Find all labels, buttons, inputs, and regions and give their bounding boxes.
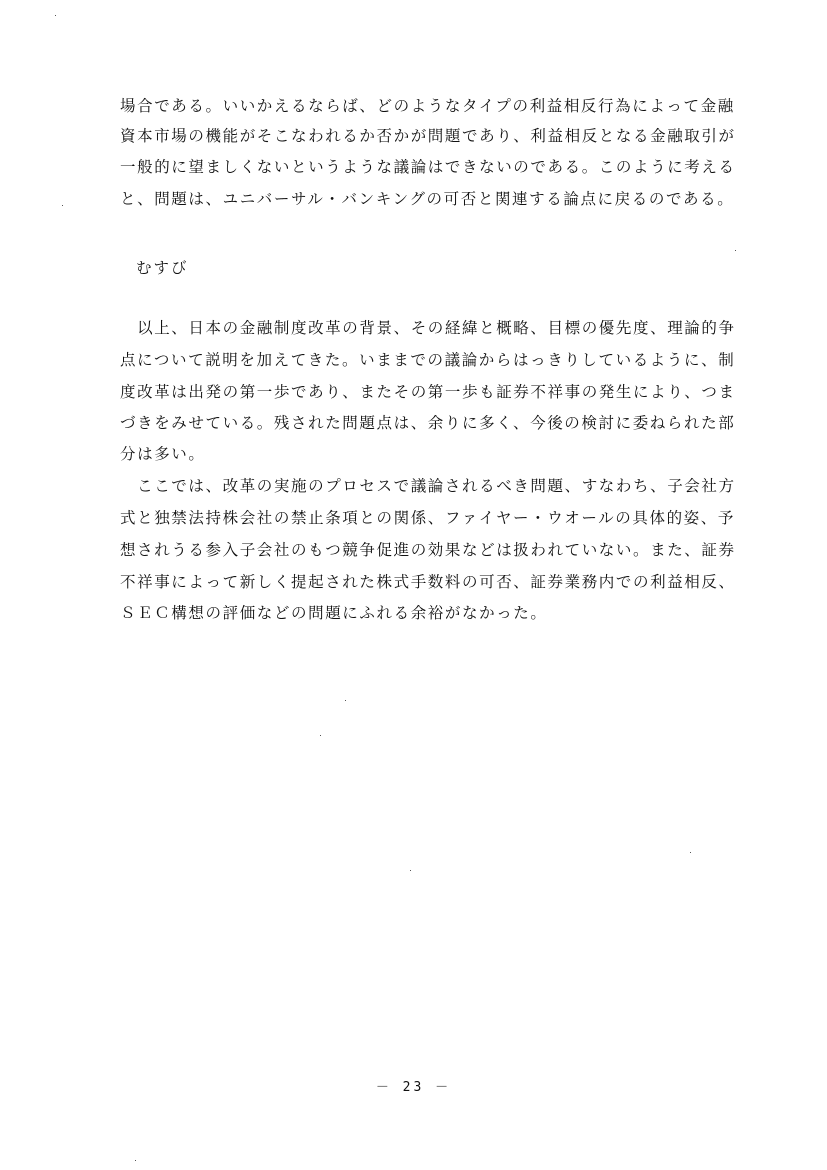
text-line: 分は多い。 xyxy=(120,445,206,463)
text-line: 想されうる参入子会社のもつ競争促進の効果などは扱われていない。また、証券 xyxy=(120,541,736,559)
text-line: 点について説明を加えてきた。いままでの議論からはっきりしているように、制 xyxy=(120,351,736,369)
page-number: － 23 － xyxy=(375,1080,452,1095)
scan-speck xyxy=(690,852,691,853)
text-line: 資本市場の機能がそこなわれるか否かが問題であり、利益相反となる金融取引が xyxy=(120,127,736,145)
text-line: 場合である。いいかえるならば、どのようなタイプの利益相反行為によって金融 xyxy=(120,97,735,115)
text-line: ここでは、改革の実施のプロセスで議論されるべき問題、すなわち、子会社方 xyxy=(120,477,736,495)
scan-speck xyxy=(55,15,56,16)
text-line: 以上、日本の金融制度改革の背景、その経緯と概略、目標の優先度、理論的争 xyxy=(120,319,736,337)
scan-speck xyxy=(62,205,63,206)
scan-speck xyxy=(135,1160,136,1161)
scan-speck xyxy=(320,735,321,736)
scan-speck xyxy=(410,870,411,871)
text-line: 式と独禁法持株会社の禁止条項との関係、ファイヤー・ウオールの具体的姿、予 xyxy=(120,509,735,527)
text-line: と、問題は、ユニバーサル・バンキングの可否と関連する論点に戻るのである。 xyxy=(120,190,735,208)
text-line: 度改革は出発の第一歩であり、またその第一歩も証券不祥事の発生により、つま xyxy=(120,383,736,401)
text-line: 不祥事によって新しく提起された株式手数料の可否、証券業務内での利益相反、 xyxy=(120,573,736,591)
text-line: づきをみせている。残された問題点は、余りに多く、今後の検討に委ねられた部 xyxy=(120,414,736,432)
section-heading: むすび xyxy=(136,259,189,277)
text-line: 一般的に望ましくないというような議論はできないのである。このように考える xyxy=(120,158,736,176)
scan-speck xyxy=(345,700,346,701)
text-line: ＳＥＣ構想の評価などの問題にふれる余裕がなかった。 xyxy=(120,604,548,622)
scan-speck xyxy=(735,250,736,251)
